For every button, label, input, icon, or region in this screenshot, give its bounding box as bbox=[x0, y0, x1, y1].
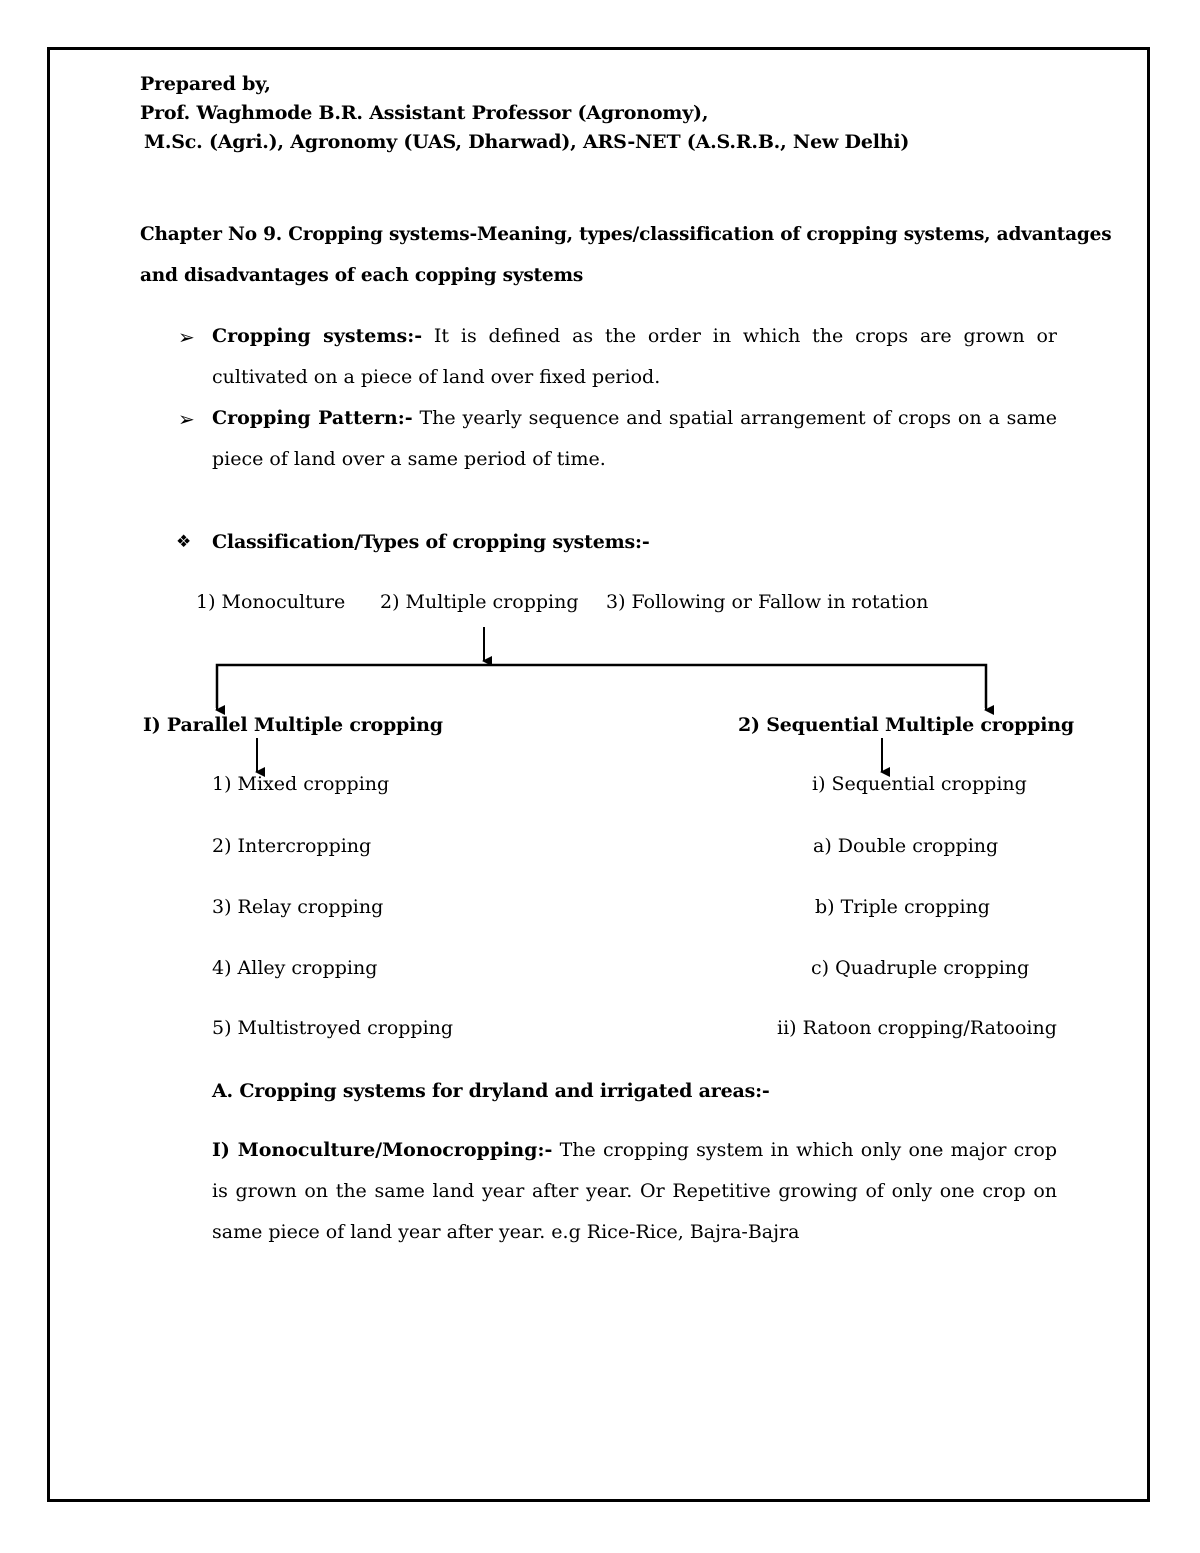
chapter-title-line1: Chapter No 9. Cropping systems-Meaning, types/classification of cropping systems, advantages bbox=[140, 224, 1112, 245]
definition-term: Cropping Pattern:- bbox=[212, 407, 413, 429]
branch-connector bbox=[217, 665, 986, 708]
parallel-item: 1) Mixed cropping bbox=[212, 773, 390, 795]
sequential-item: i) Sequential cropping bbox=[812, 773, 1027, 795]
prepared-by: Prepared by, bbox=[140, 73, 271, 95]
sequential-item: c) Quadruple cropping bbox=[811, 957, 1030, 979]
qualifications-line: M.Sc. (Agri.), Agronomy (UAS, Dharwad), ARS-NET (A.S.R.B., New Delhi) bbox=[144, 131, 910, 153]
monoculture-text: The cropping system in which only one major crop is grown on the same land year after year. Or Repetitive growing of only one crop on same piece of land year after year. e.g Rice-Rice, Bajra-Bajra bbox=[212, 1139, 1057, 1243]
monoculture-term: I) Monoculture/Monocropping:- bbox=[212, 1139, 553, 1161]
type-fallow-rotation: 3) Following or Fallow in rotation bbox=[606, 591, 929, 613]
section-a-heading: A. Cropping systems for dryland and irrigated areas:- bbox=[212, 1080, 770, 1102]
type-multiple-cropping: 2) Multiple cropping bbox=[380, 591, 579, 613]
sequential-item: b) Triple cropping bbox=[815, 896, 990, 918]
author-line: Prof. Waghmode B.R. Assistant Professor (Agronomy), bbox=[140, 102, 709, 124]
sequential-heading: 2) Sequential Multiple cropping bbox=[738, 714, 1074, 736]
sequential-item: ii) Ratoon cropping/Ratooing bbox=[777, 1017, 1057, 1039]
parallel-item: 4) Alley cropping bbox=[212, 957, 378, 979]
definition-text: It is defined as the order in which the crops are grown or cultivated on a piece of land over fixed period. bbox=[212, 325, 1057, 388]
diamond-bullet-icon: ❖ bbox=[176, 532, 192, 552]
type-monoculture: 1) Monoculture bbox=[196, 591, 346, 613]
monoculture-paragraph bbox=[212, 1130, 1057, 1253]
sequential-item: a) Double cropping bbox=[813, 835, 999, 857]
parallel-heading: I) Parallel Multiple cropping bbox=[143, 714, 443, 736]
classification-heading: Classification/Types of cropping systems:- bbox=[212, 531, 650, 553]
chapter-title-line2: and disadvantages of each copping systems bbox=[140, 265, 584, 286]
definition-term: Cropping systems:- bbox=[212, 325, 423, 347]
arrow-bullet-icon: ➢ bbox=[178, 407, 195, 431]
parallel-item: 3) Relay cropping bbox=[212, 896, 384, 918]
arrow-bullet-icon: ➢ bbox=[178, 325, 195, 349]
parallel-item: 2) Intercropping bbox=[212, 835, 372, 857]
definition-text: The yearly sequence and spatial arrangement of crops on a same piece of land over a same period of time. bbox=[212, 407, 1057, 470]
parallel-item: 5) Multistroyed cropping bbox=[212, 1017, 454, 1039]
